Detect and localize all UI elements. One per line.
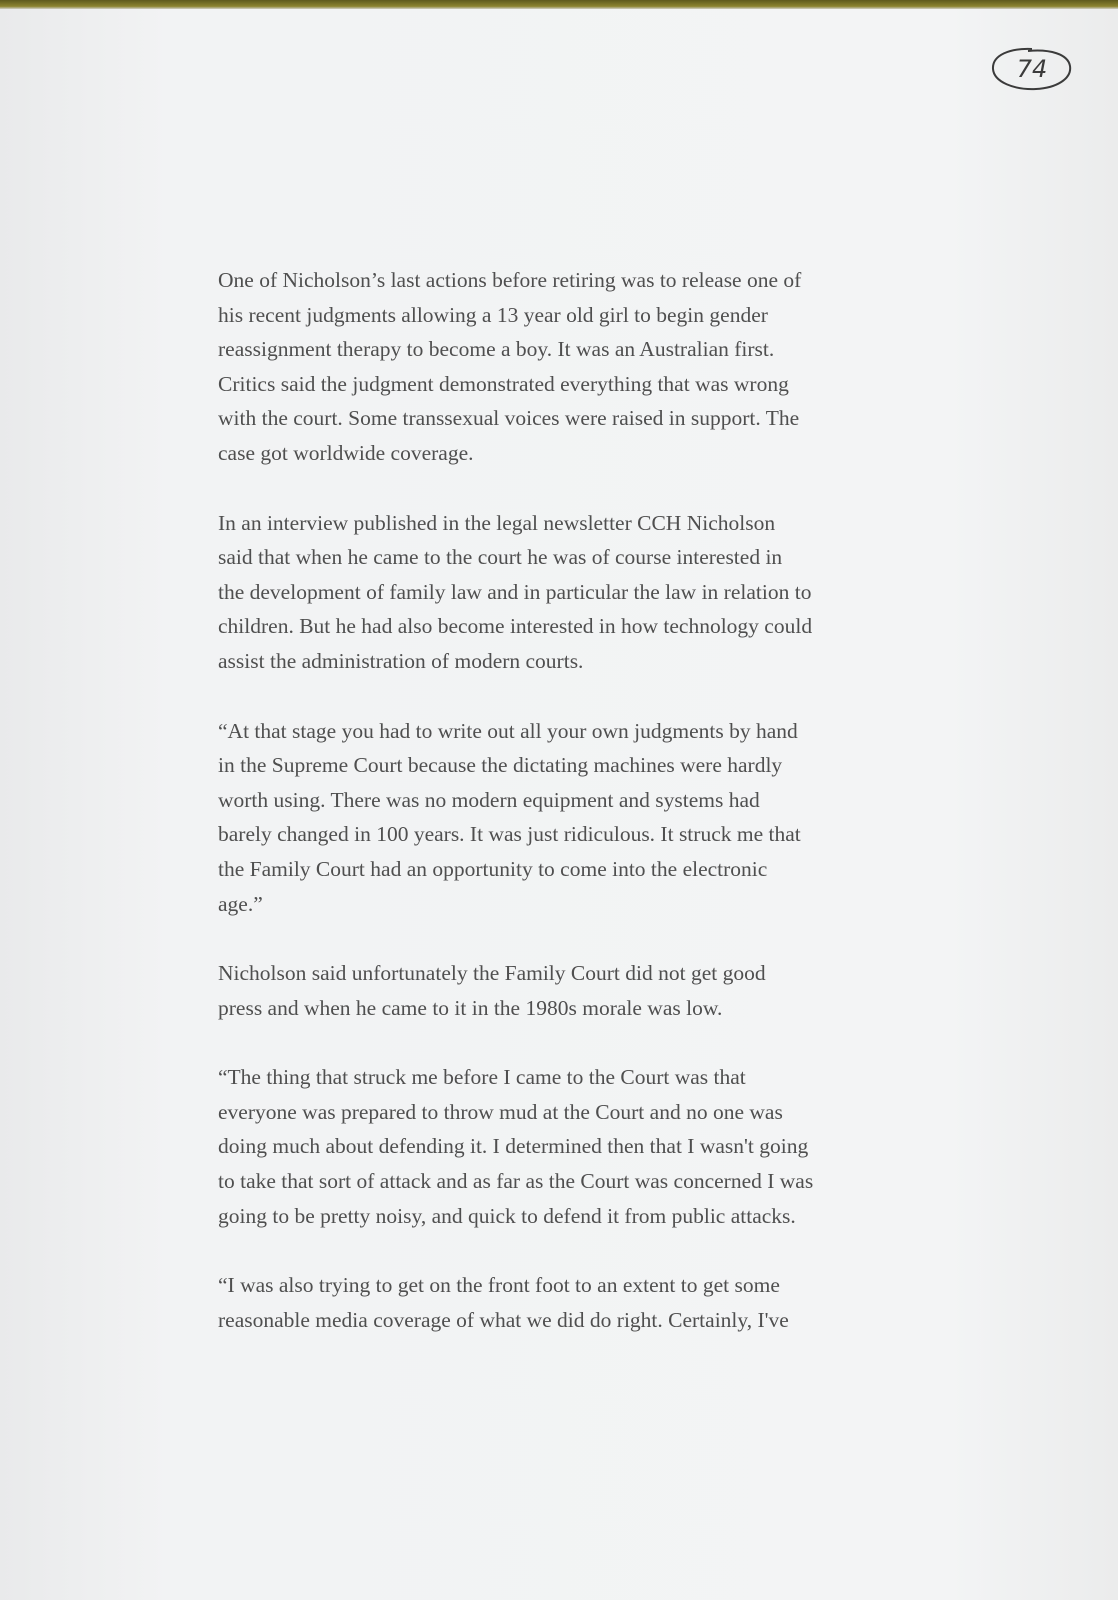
text-line: the development of family law and in particular the law in relation to [218,579,812,604]
text-line: doing much about defending it. I determined then that I wasn't going [218,1134,809,1159]
text-line: in the Supreme Court because the dictating machines were hardly [218,753,783,778]
text-line: One of Nicholson’s last actions before retiring was to release one of [218,268,802,292]
text-line: children. But he had also become interested in how technology could [218,614,813,639]
paragraph-3 [218,714,918,922]
text-line: barely changed in 100 years. It was just ridiculous. It struck me that [218,822,801,847]
text-line: to take that sort of attack and as far as the Court was concerned I was [218,1169,814,1194]
text-line: “The thing that struck me before I came to the Court was that [218,1065,746,1090]
text-line: his recent judgments allowing a 13 year old girl to begin gender [218,302,768,327]
text-line: age.” [218,891,263,916]
text-line: going to be pretty noisy, and quick to defend it from public attacks. [218,1203,796,1228]
handwritten-page-number [988,45,1074,93]
text-line: Nicholson said unfortunately the Family Court did not get good [218,961,766,986]
page-number-text: 74 [1016,55,1048,83]
paragraph-6 [218,1268,918,1337]
text-line: reasonable media coverage of what we did do right. Certainly, I've [218,1307,789,1332]
text-line: assist the administration of modern courts. [218,648,584,673]
paragraph-2 [218,506,918,679]
scan-top-edge [0,0,1118,9]
text-line: “I was also trying to get on the front foot to an extent to get some [218,1273,780,1298]
text-line: “At that stage you had to write out all your own judgments by hand [218,718,798,743]
circled-page-number-icon [988,45,1074,93]
document-page [0,9,1118,1600]
text-line: said that when he came to the court he was of course interested in [218,545,783,570]
paragraph-5 [218,1060,918,1233]
text-line: case got worldwide coverage. [218,440,474,465]
body-text [218,263,918,1372]
text-line: In an interview published in the legal newsletter CCH Nicholson [218,510,776,535]
text-line: everyone was prepared to throw mud at the Court and no one was [218,1099,783,1124]
text-line: Critics said the judgment demonstrated everything that was wrong [218,371,789,396]
text-line: press and when he came to it in the 1980s morale was low. [218,995,723,1020]
paragraph-4 [218,956,918,1025]
text-line: with the court. Some transsexual voices were raised in support. The [218,406,800,431]
paragraph-1 [218,263,918,471]
text-line: reassignment therapy to become a boy. It was an Australian first. [218,337,775,362]
text-line: worth using. There was no modern equipment and systems had [218,787,760,812]
text-line: the Family Court had an opportunity to come into the electronic [218,856,768,881]
